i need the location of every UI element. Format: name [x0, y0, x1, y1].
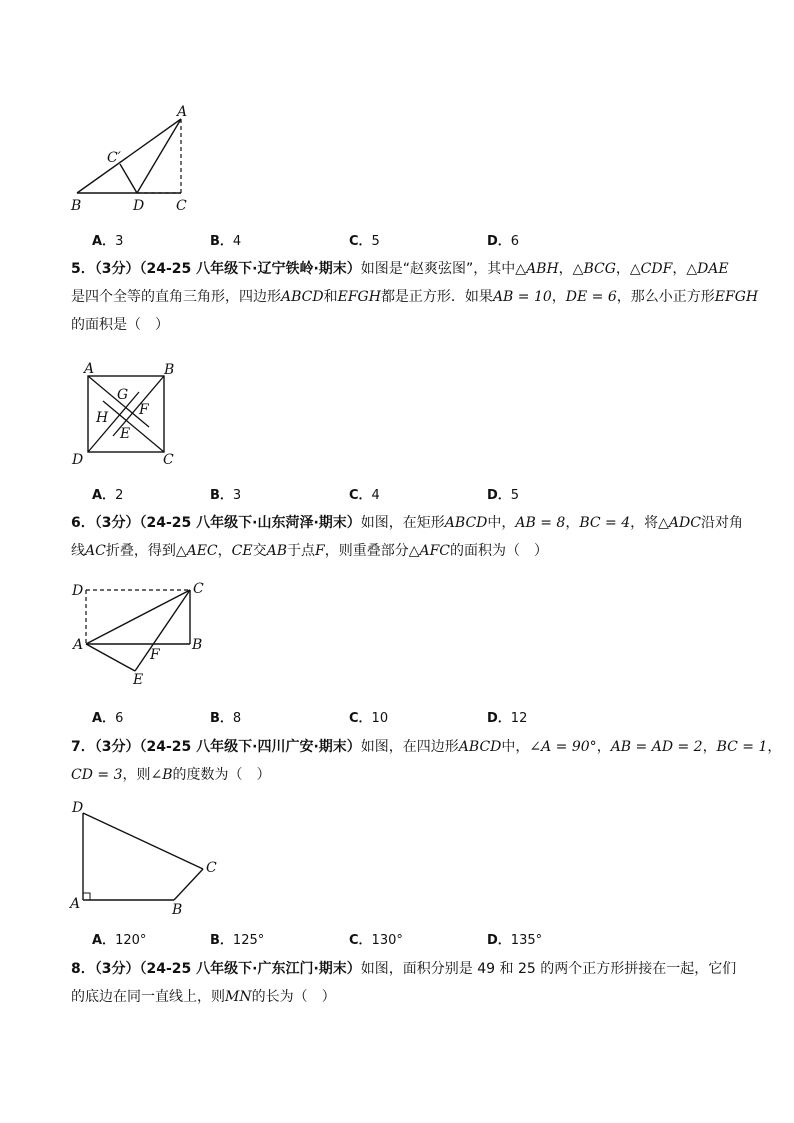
q4-segment-ab — [77, 119, 181, 193]
q8-line-2: 的底边在同一直线上，则MN的长为（ ） — [71, 989, 336, 1005]
q7-line-2: CD = 3，则∠B的度数为（ ） — [71, 767, 271, 783]
q4-label-c-prime: C′ — [107, 150, 121, 166]
q6-segment-ac — [86, 590, 190, 644]
q7-option-b[interactable]: B．125° — [210, 933, 265, 948]
q4-diagram — [60, 100, 200, 215]
q5-stem — [71, 255, 759, 339]
q8-number: 8． — [71, 961, 95, 977]
q5-options — [92, 484, 692, 504]
q5-label-a: A — [84, 361, 95, 377]
q4-segment-cd — [120, 164, 137, 193]
q6-option-a[interactable]: A．6 — [92, 711, 124, 726]
q6-label-f: F — [150, 647, 160, 663]
q6-segment-ae — [86, 644, 135, 671]
q7-figure — [66, 798, 226, 918]
q5-line-3: 的面积是（ ） — [71, 317, 169, 333]
q5-number: 5． — [71, 261, 95, 277]
q6-label-d: D — [72, 583, 84, 599]
q8-line-1: 8．（3分）（24-25 八年级下·广东江门·期末）如图，面积分别是 49 和 25 的两个正方形拼接在一起，它们 — [71, 961, 737, 977]
q6-label-e: E — [133, 672, 144, 688]
q5-label-c: C — [163, 452, 174, 468]
q7-segment-dc — [83, 813, 203, 869]
q4-figure — [60, 100, 200, 215]
q4-option-d[interactable]: D．6 — [487, 234, 520, 249]
q5-diagram — [66, 355, 186, 470]
q6-label-a: A — [73, 637, 84, 653]
q5-label-e: E — [120, 426, 131, 442]
q4-option-a[interactable]: A．3 — [92, 234, 124, 249]
q4-label-b: B — [71, 198, 82, 214]
q4-label-d: D — [133, 198, 145, 214]
q4-label-c: C — [176, 198, 187, 214]
q6-options — [92, 707, 692, 727]
q6-figure — [66, 575, 216, 690]
q7-label-d: D — [72, 800, 84, 816]
q7-options — [92, 929, 692, 949]
q5-source: （3分）（24-25 八年级下·辽宁铁岭·期末） — [94, 261, 361, 277]
q6-line-2: 线AC折叠，得到△AEC，CE交AB于点F，则重叠部分△AFC的面积为（ ） — [71, 543, 549, 559]
q7-option-c[interactable]: C．130° — [349, 933, 403, 948]
q5-label-d: D — [72, 452, 84, 468]
q6-number: 6． — [71, 515, 95, 531]
q7-number: 7． — [71, 739, 95, 755]
q6-option-b[interactable]: B．8 — [210, 711, 242, 726]
q5-line-2: 是四个全等的直角三角形，四边形ABCD和EFGH都是正方形．如果AB = 10，DE = 6，那么小正方形EFGH — [71, 289, 759, 305]
q7-right-angle-mark — [83, 893, 90, 900]
q8-stem — [71, 955, 737, 1011]
q7-label-a: A — [70, 896, 81, 912]
q5-option-d[interactable]: D．5 — [487, 488, 520, 503]
q6-source: （3分）（24-25 八年级下·山东菏泽·期末） — [94, 515, 361, 531]
q4-label-a: A — [177, 104, 188, 120]
q5-line-1: 5．（3分）（24-25 八年级下·辽宁铁岭·期末）如图是“赵爽弦图”，其中△ABH，△BCG，△CDF，△DAE — [71, 261, 729, 277]
q7-option-d[interactable]: D．135° — [487, 933, 543, 948]
q7-diagram — [66, 798, 226, 918]
q6-option-d[interactable]: D．12 — [487, 711, 528, 726]
q7-label-b: B — [172, 902, 183, 918]
q6-line-1: 6．（3分）（24-25 八年级下·山东菏泽·期末）如图，在矩形ABCD中，AB = 8，BC = 4，将△ADC沿对角 — [71, 515, 743, 531]
q5-label-h: H — [96, 410, 109, 426]
q4-options — [92, 230, 692, 250]
q4-option-c[interactable]: C．5 — [349, 234, 380, 249]
q6-stem — [71, 509, 743, 565]
q7-line-1: 7．（3分）（24-25 八年级下·四川广安·期末）如图，在四边形ABCD中，∠A = 90°，AB = AD = 2，BC = 1， — [71, 739, 782, 755]
q7-source: （3分）（24-25 八年级下·四川广安·期末） — [94, 739, 361, 755]
q4-option-b[interactable]: B．4 — [210, 234, 242, 249]
q4-segment-ad — [137, 119, 181, 193]
q5-option-a[interactable]: A．2 — [92, 488, 124, 503]
q5-line-cf — [103, 401, 164, 452]
q5-label-g: G — [117, 387, 129, 403]
q7-option-a[interactable]: A．120° — [92, 933, 147, 948]
q5-option-b[interactable]: B．3 — [210, 488, 242, 503]
q7-stem — [71, 733, 782, 789]
q7-label-c: C — [206, 860, 217, 876]
q5-option-c[interactable]: C．4 — [349, 488, 380, 503]
q6-option-c[interactable]: C．10 — [349, 711, 389, 726]
q6-label-b: B — [192, 637, 203, 653]
q5-label-b: B — [164, 362, 175, 378]
q6-segment-ec — [135, 590, 190, 671]
q6-diagram — [66, 575, 216, 690]
q5-figure — [66, 355, 186, 470]
q5-label-f: F — [139, 402, 149, 418]
q8-source: （3分）（24-25 八年级下·广东江门·期末） — [94, 961, 361, 977]
q6-label-c: C — [193, 581, 204, 597]
q7-segment-bc — [174, 869, 203, 900]
